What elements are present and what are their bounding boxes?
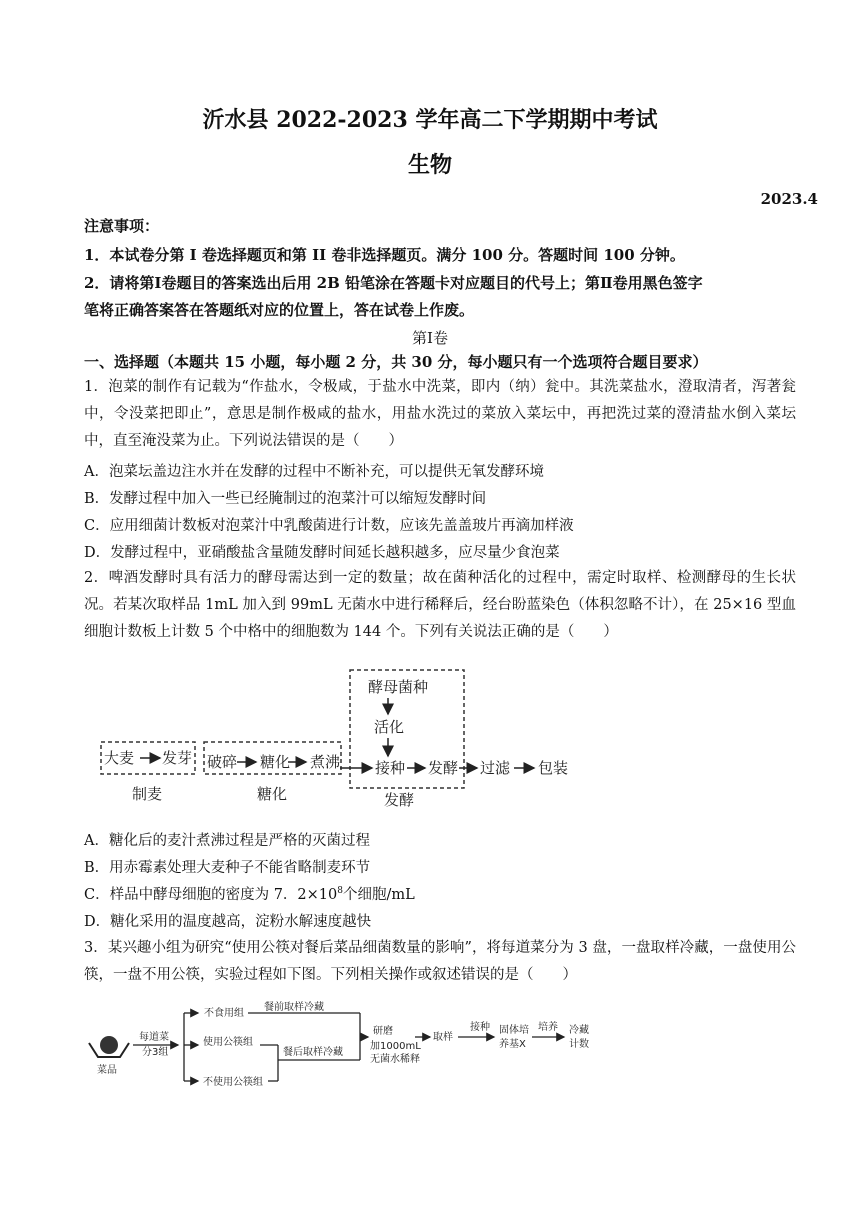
diagram-ferment: 发酵 (428, 759, 459, 777)
notice-item-1: 1．本试卷分第 I 卷选择题页和第 II 卷非选择题页。满分 100 分。答题时间 100 分钟。 (84, 246, 685, 264)
diagram-medium-1: 固体培 (499, 1025, 529, 1036)
diagram-inoculate: 接种 (470, 1022, 490, 1033)
diagram-dilute-2: 无菌水稀释 (370, 1054, 420, 1065)
dish-food (100, 1036, 118, 1054)
diagram-sample: 取样 (433, 1032, 453, 1043)
q1-option-c: C．应用细菌计数板对泡菜汁中乳酸菌进行计数，应该先盖盖玻片再滴加样液 (84, 518, 574, 534)
exam-title: 沂水县 2022-2023 学年高二下学期期中考试 (202, 107, 658, 133)
chopsticks-experiment-diagram (0, 995, 860, 1115)
subject-title: 生物 (407, 152, 452, 178)
notice-heading: 注意事项： (84, 217, 160, 235)
diagram-post-sample: 餐后取样冷藏 (283, 1047, 343, 1058)
diagram-label-ferment: 发酵 (384, 791, 415, 809)
diagram-saccharify: 糖化 (260, 753, 291, 771)
diagram-dish: 菜品 (97, 1065, 117, 1076)
notice-item-2-line1: 2．请将第Ⅰ卷题目的答案选出后用 2B 铅笔涂在答题卡对应题目的代号上；第Ⅱ卷用黑色签字 (84, 274, 703, 292)
q1-stem: 1．泡菜的制作有记载为“作盐水，令极咸，于盐水中洗菜，即内（纳）瓮中。其洗菜盐水，澄取清者，泻著瓮中，令没菜把即止”，意思是制作极咸的盐水，用盐水洗过的菜放入菜坛中，再把洗过菜的澄清盐水倒入菜坛中，直至淹没菜为止。下列说法错误的是（ ） (84, 379, 796, 449)
q1-option-b: B．发酵过程中加入一些已经腌制过的泡菜汁可以缩短发酵时间 (84, 491, 487, 507)
diagram-package: 包装 (538, 759, 569, 777)
part-heading: 一、选择题（本题共 15 小题，每小题 2 分，共 30 分，每小题只有一个选项符合题目要求） (84, 353, 708, 371)
diagram-filter: 过滤 (480, 759, 511, 777)
diagram-pre-sample: 餐前取样冷藏 (264, 1002, 324, 1013)
diagram-label-malt: 制麦 (132, 785, 163, 803)
diagram-dilute-1: 加1000mL (370, 1041, 421, 1052)
diagram-germinate: 发芽 (162, 749, 193, 767)
diagram-grind: 研磨 (373, 1026, 393, 1037)
q2-option-a: A．糖化后的麦汁煮沸过程是严格的灭菌过程 (84, 833, 370, 849)
q2-stem: 2．啤酒发酵时具有活力的酵母需达到一定的数量；故在菌种活化的过程中，需定时取样、检测酵母的生长状况。若某次取样品 1mL 加入到 99mL 无菌水中进行稀释后，经台盼蓝染色（体积忽略不计），在 25×16 型血细胞计数板上计数 5 个中格中的细胞数为 144 个。下列有关说法正确的是（ ） (84, 570, 796, 640)
diagram-label-saccharify: 糖化 (257, 785, 288, 803)
brewing-flow-diagram (0, 660, 860, 820)
exam-date: 2023.4 (760, 190, 818, 208)
diagram-cold-1: 冷藏 (569, 1025, 589, 1036)
diagram-boil: 煮沸 (310, 753, 341, 771)
diagram-split-2: 分3组 (142, 1047, 169, 1058)
notice-item-2-line2: 笔将正确答案答在答题纸对应的位置上，答在试卷上作废。 (84, 301, 475, 319)
diagram-barley: 大麦 (104, 749, 135, 767)
q1-option-d: D．发酵过程中，亚硝酸盐含量随发酵时间延长越积越多，应尽量少食泡菜 (84, 545, 560, 561)
diagram-group-3: 不使用公筷组 (203, 1077, 263, 1088)
diagram-activate: 活化 (374, 718, 405, 736)
diagram-split-1: 每道菜 (139, 1032, 169, 1043)
volume-heading: 第Ⅰ卷 (412, 329, 448, 347)
q2-option-d: D．糖化采用的温度越高，淀粉水解速度越快 (84, 914, 372, 930)
diagram-inoculate: 接种 (375, 759, 406, 777)
diagram-yeast: 酵母菌种 (368, 678, 429, 696)
q3-stem: 3．某兴趣小组为研究“使用公筷对餐后菜品细菌数量的影响”，将每道菜分为 3 盘，一盘取样冷藏，一盘使用公筷，一盘不用公筷，实验过程如下图。下列相关操作或叙述错误的是（ ） (84, 940, 796, 983)
diagram-group-2: 使用公筷组 (203, 1037, 253, 1048)
diagram-cold-2: 计数 (569, 1039, 589, 1050)
diagram-culture: 培养 (538, 1022, 558, 1033)
diagram-crush: 破碎 (207, 753, 238, 771)
diagram-medium-2: 养基X (499, 1039, 526, 1050)
q2-option-b: B．用赤霉素处理大麦种子不能省略制麦环节 (84, 860, 371, 876)
diagram-group-1: 不食用组 (204, 1008, 244, 1019)
q2-option-c: C．样品中酵母细胞的密度为 7．$2\times 10^8$个细胞/mL (84, 886, 415, 903)
q1-option-a: A．泡菜坛盖边注水并在发酵的过程中不断补充，可以提供无氧发酵环境 (84, 464, 544, 480)
